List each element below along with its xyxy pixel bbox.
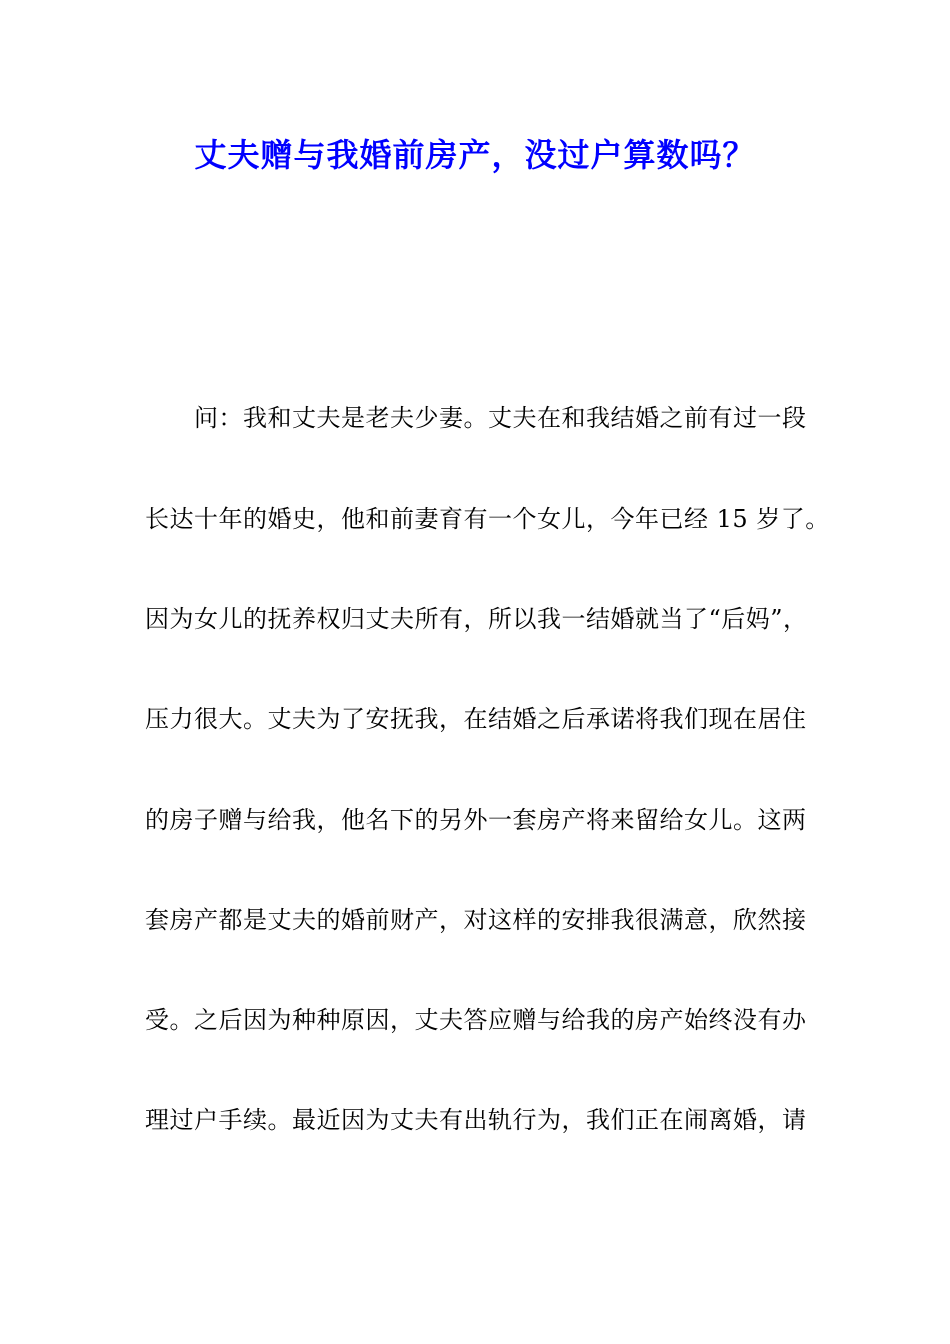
body-line: 问：我和丈夫是老夫少妻。丈夫在和我结婚之前有过一段 [194,404,807,432]
body-line: 长达十年的婚史，他和前妻育有一个女儿，今年已经 15 岁了。 [145,505,830,533]
document-title: 丈夫赠与我婚前房产，没过户算数吗？ [194,136,756,174]
body-line: 理过户手续。最近因为丈夫有出轨行为，我们正在闹离婚，请 [145,1106,807,1134]
body-line: 的房子赠与给我，他名下的另外一套房产将来留给女儿。这两 [145,806,807,834]
body-line: 因为女儿的抚养权归丈夫所有，所以我一结婚就当了“后妈”， [145,605,808,633]
body-line: 套房产都是丈夫的婚前财产，对这样的安排我很满意，欣然接 [145,906,807,934]
body-line: 压力很大。丈夫为了安抚我，在结婚之后承诺将我们现在居住 [145,705,807,733]
body-line: 受。之后因为种种原因，丈夫答应赠与给我的房产始终没有办 [145,1006,807,1034]
